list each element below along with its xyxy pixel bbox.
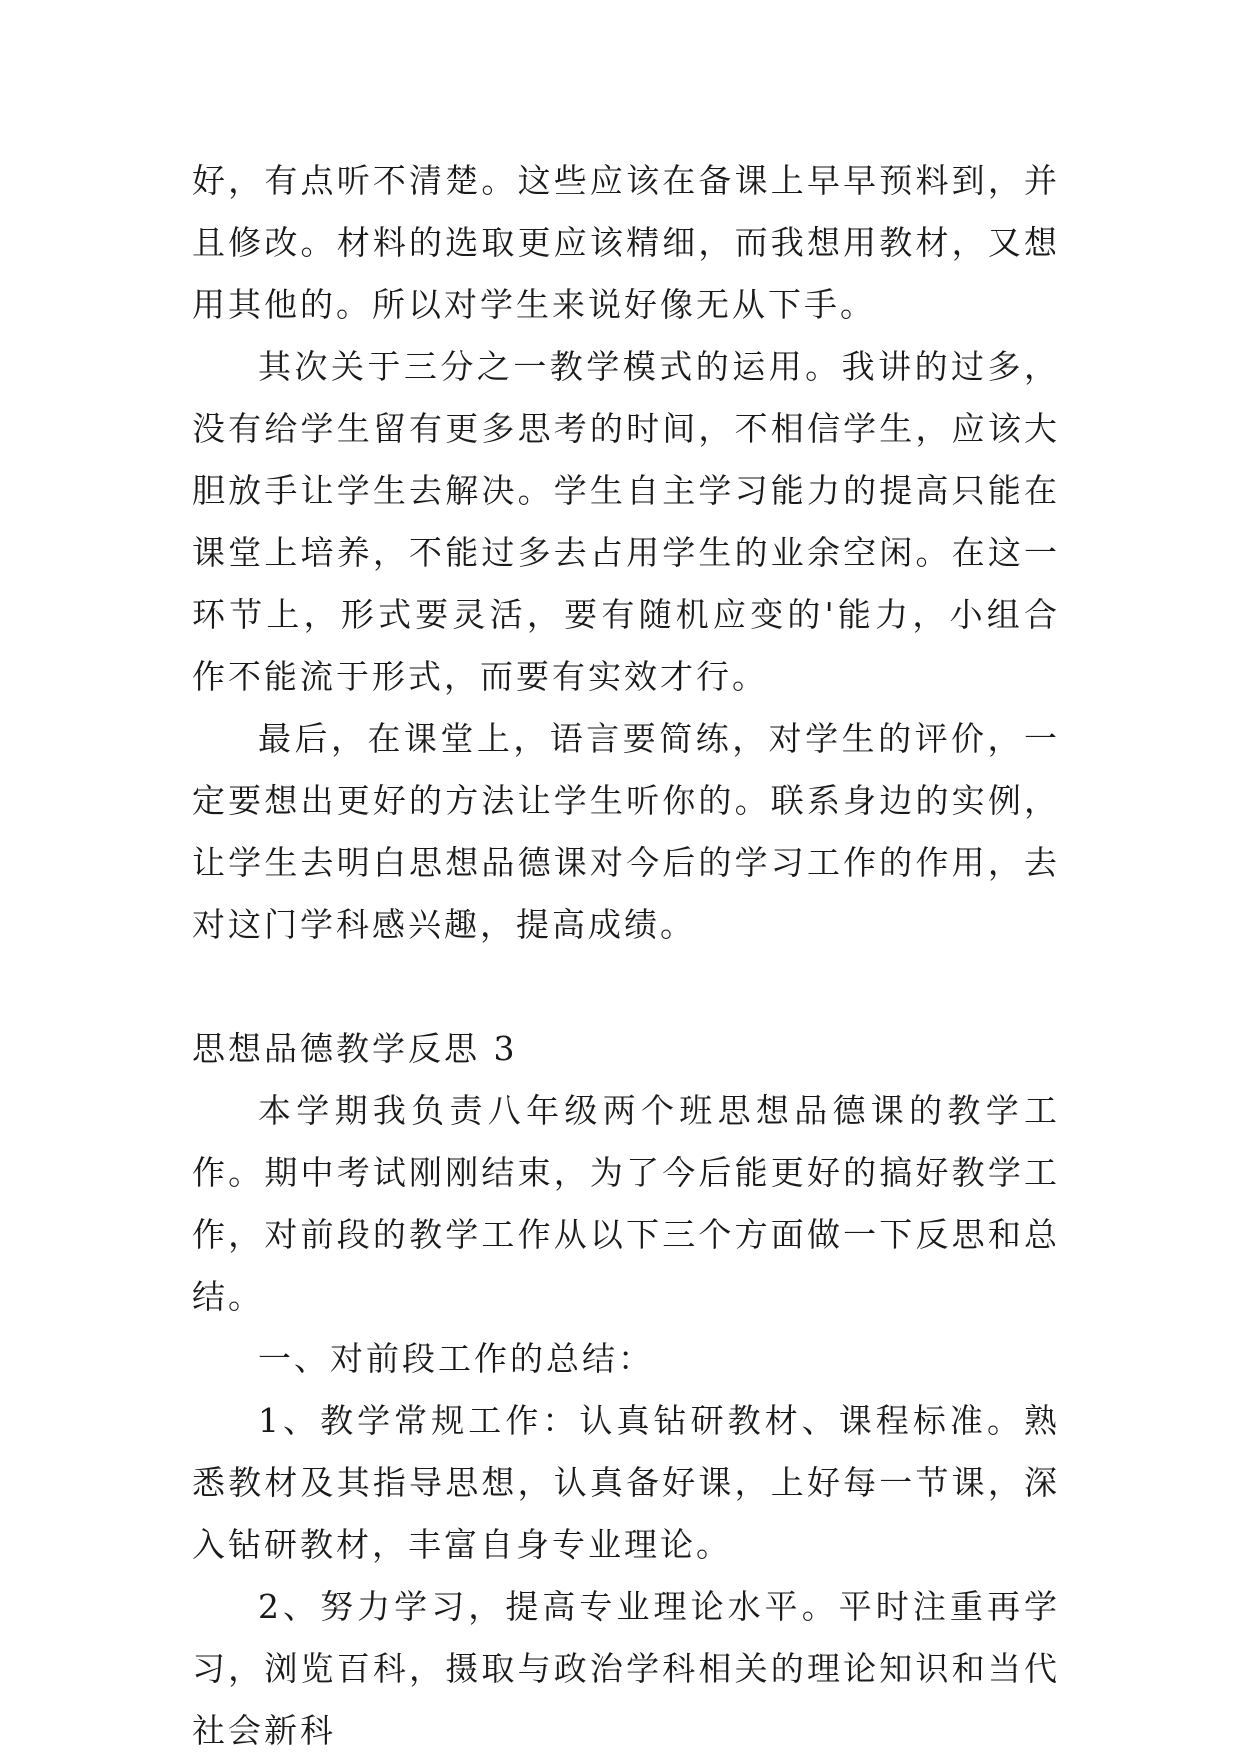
list-item-2: 2、努力学习，提高专业理论水平。平时注重再学习，浏览百科，摄取与政治学科相关的理论知识和当代社会新科 xyxy=(192,1587,1060,1750)
paragraph-finally: 最后，在课堂上，语言要简练，对学生的评价，一定要想出更好的方法让学生听你的。联系身边的实例，让学生去明白思想品德课对今后的学习工作的作用，去对这门学科感兴趣，提高成绩。 xyxy=(192,719,1060,944)
list-item-1: 1、教学常规工作：认真钻研教材、课程标准。熟悉教材及其指导思想，认真备好课，上好每一节课，深入钻研教材，丰富自身专业理论。 xyxy=(192,1401,1060,1564)
document-body xyxy=(192,150,1060,1762)
paragraph-continued: 好，有点听不清楚。这些应该在备课上早早预料到，并且修改。材料的选取更应该精细，而我想用教材，又想用其他的。所以对学生来说好像无从下手。 xyxy=(192,161,1060,324)
subheading-summary: 一、对前段工作的总结： xyxy=(258,1339,654,1378)
section-heading: 思想品德教学反思 3 xyxy=(192,1029,518,1068)
paragraph-teaching-mode: 其次关于三分之一教学模式的运用。我讲的过多，没有给学生留有更多思考的时间，不相信学生，应该大胆放手让学生去解决。学生自主学习能力的提高只能在课堂上培养，不能过多去占用学生的业余空闲。在这一环节上，形式要灵活，要有随机应变的'能力，小组合作不能流于形式，而要有实效才行。 xyxy=(192,347,1060,696)
paragraph-intro: 本学期我负责八年级两个班思想品德课的教学工作。期中考试刚刚结束，为了今后能更好的搞好教学工作，对前段的教学工作从以下三个方面做一下反思和总结。 xyxy=(192,1091,1060,1316)
